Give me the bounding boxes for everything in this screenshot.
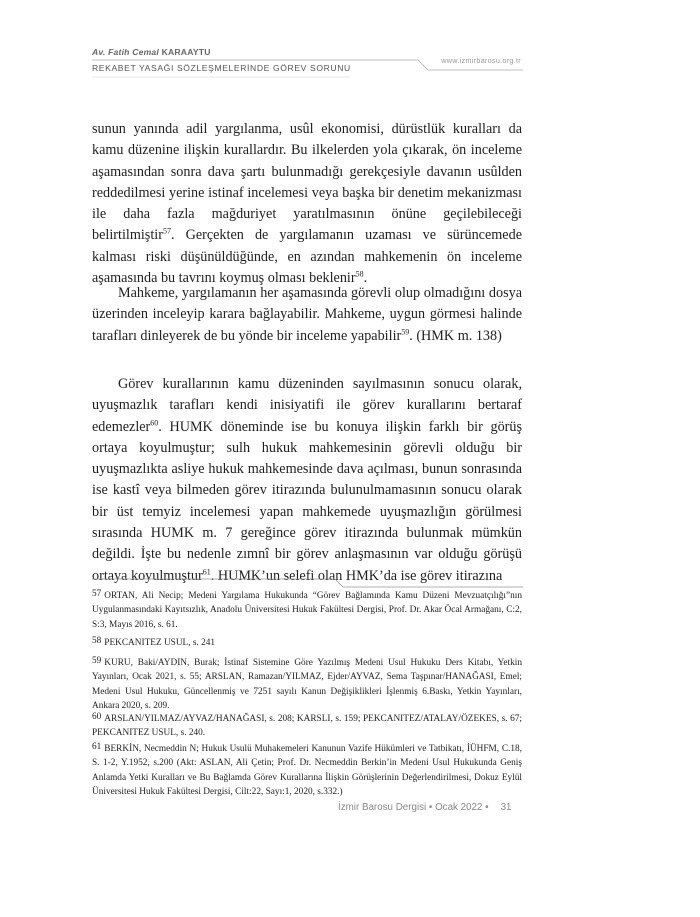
footnote-ref-59[interactable]: 59	[401, 326, 410, 336]
footnote-text: KURU, Baki/AYDIN, Burak; İstinaf Sistemine Göre Yazılmış Medeni Usul Hukuku Ders Kitabı, Yetkin Yayınları, Ocak 2021, s. 55; ARSLAN, Ramazan/YILMAZ, Ejder/AYVAZ, Sema Taşpınar/HANAĞASI, Emel; Medeni Usul Hukuku, Güncellenmiş ve 7251 sayılı Kanun Değişiklikleri İşlenmiş 6.Baskı, Yetkin Yayınları, Ankara 2020, s. 209.	[92, 658, 522, 712]
footnote-61	[92, 742, 522, 800]
footnote-57	[92, 589, 522, 632]
footnote-text: PEKCANITEZ USUL, s. 241	[104, 638, 216, 648]
footnote-ref-57[interactable]: 57	[162, 226, 171, 236]
page-footer	[338, 802, 512, 813]
footnote-60	[92, 712, 522, 741]
footnote-text: BERKİN, Necmeddin N; Hukuk Usulü Muhakemeleri Kanunun Vazife Hükümleri ve Tatbikatı, İÜHFM, C.18, S. 1-2, Y.1952, s.200 (Akt: ASLAN, Ali Çetin; Prof. Dr. Necmeddin Berkin’in Medeni Usul Hukukunda Geniş Anlamda Yetki Kuralları ve Bu Bağlamda Görev Kurallarına İlişkin Görüşlerinin Değerlendirilmesi, Dokuz Eylül Üniversitesi Hukuk Fakültesi Dergisi, Cilt:22, Sayı:1, 2020, s.332.)	[92, 744, 522, 798]
footnote-59	[92, 656, 522, 714]
journal-name: İzmir Barosu Dergisi • Ocak 2022 •	[338, 802, 489, 813]
footnote-number: 59	[92, 656, 102, 666]
footnote-text: ARSLAN/YILMAZ/AYVAZ/HANAĞASI, s. 208; KARSLI, s. 159; PEKCANITEZ/ATALAY/ÖZEKES, s. 67; PEKCANITEZ USUL, s. 240.	[92, 714, 522, 739]
author-name	[92, 47, 211, 57]
paragraph-text: Mahkeme, yargılamanın her aşamasında görevli olup olmadığını dosya üzerinden inceleyip karara bağlayabilir. Mahkeme, uygun görmesi halinde tarafları dinleyerek de bu yönde bir inceleme yapabilir	[92, 285, 522, 344]
paragraph-text: Görev kurallarının kamu düzeninden sayılmasının sonucu olarak, uyuşmazlık tarafları kendi inisiyatifi ile görev kurallarını bertaraf edemezler	[92, 376, 522, 435]
paragraph-text: .	[363, 270, 368, 287]
paragraph-text: . (HMK m. 138)	[409, 327, 502, 344]
footnote-number: 57	[92, 589, 102, 599]
author-surname: KARAAYTU	[161, 47, 211, 57]
footnote-ref-60[interactable]: 60	[150, 417, 159, 427]
footnote-text: ORTAN, Ali Necip; Medeni Yargılama Hukukunda “Görev Bağlamında Kamu Düzeni Mevzuatçılığı”nın Uygulanmasındaki Kayıtsızlık, Anadolu Üniversitesi Hukuk Fakültesi Dergisi, Prof. Dr. Akar Öcal Armağanı, C:2, S:3, Mayıs 2016, s. 61.	[92, 591, 522, 630]
paragraph-text: . HUMK döneminde ise bu konuya ilişkin farklı bir görüş ortaya koyulmuştur; sulh hukuk mahkemesinin görevli olduğu bir uyuşmazlıkta asliye hukuk mahkemesinde dava açılması, bunun sonrasında ise kastî veya bilmeden görev itirazında bulunulmamasının sonucu olarak bir üst temyiz incelemesi yapan mahkemede uyuşmazlığın görülmesi sırasında HUMK m. 7 gereğince görev itirazında bulunmak mümkün değildi. İşte bu nedenle zımnî bir görev anlaşmasının var olduğu görüşü ortaya koyulmuştur	[92, 418, 522, 584]
body-paragraph-3	[92, 374, 522, 587]
site-url: www.izmirbarosu.org.tr	[441, 56, 521, 65]
body-paragraph-1	[92, 119, 522, 289]
page-number: 31	[500, 802, 512, 813]
paragraph-text: sunun yanında adil yargılanma, usûl ekonomisi, dürüstlük kuralları da kamu düzenine ilişkin kurallardır. Bu ilkelerden yola çıkarak, ön inceleme aşamasından sonra dava şartı bulunmadığı gerekçesiyle davanın usûlden reddedilmesi yerine istinaf incelemesi veya başka bir denetim mekanizması ile daha fazla mağduriyet yaratılmasının önüne geçilebileceği belirtilmiştir	[92, 121, 522, 244]
footnote-number: 61	[92, 742, 102, 752]
footnote-number: 60	[92, 712, 102, 722]
running-title: REKABET YASAĞI SÖZLEŞMELERİNDE GÖREV SORUNU	[92, 63, 351, 73]
paragraph-text: . HUMK’un selefi olan HMK’da ise görev itirazına	[210, 567, 503, 584]
author-given-name: Av. Fatih Cemal	[92, 47, 159, 57]
body-paragraph-2	[92, 283, 522, 347]
footnote-number: 58	[92, 636, 102, 646]
footnote-ref-61[interactable]: 61	[202, 566, 211, 576]
footnote-ref-58[interactable]: 58	[355, 269, 364, 279]
footnote-58	[92, 636, 522, 650]
paragraph-text: . Gerçekten de yargılamanın uzaması ve sürüncemede kalması riski düşünüldüğünde, en azından mahkemenin ön inceleme aşamasında bu tavrını koymuş olması beklenir	[92, 227, 522, 287]
